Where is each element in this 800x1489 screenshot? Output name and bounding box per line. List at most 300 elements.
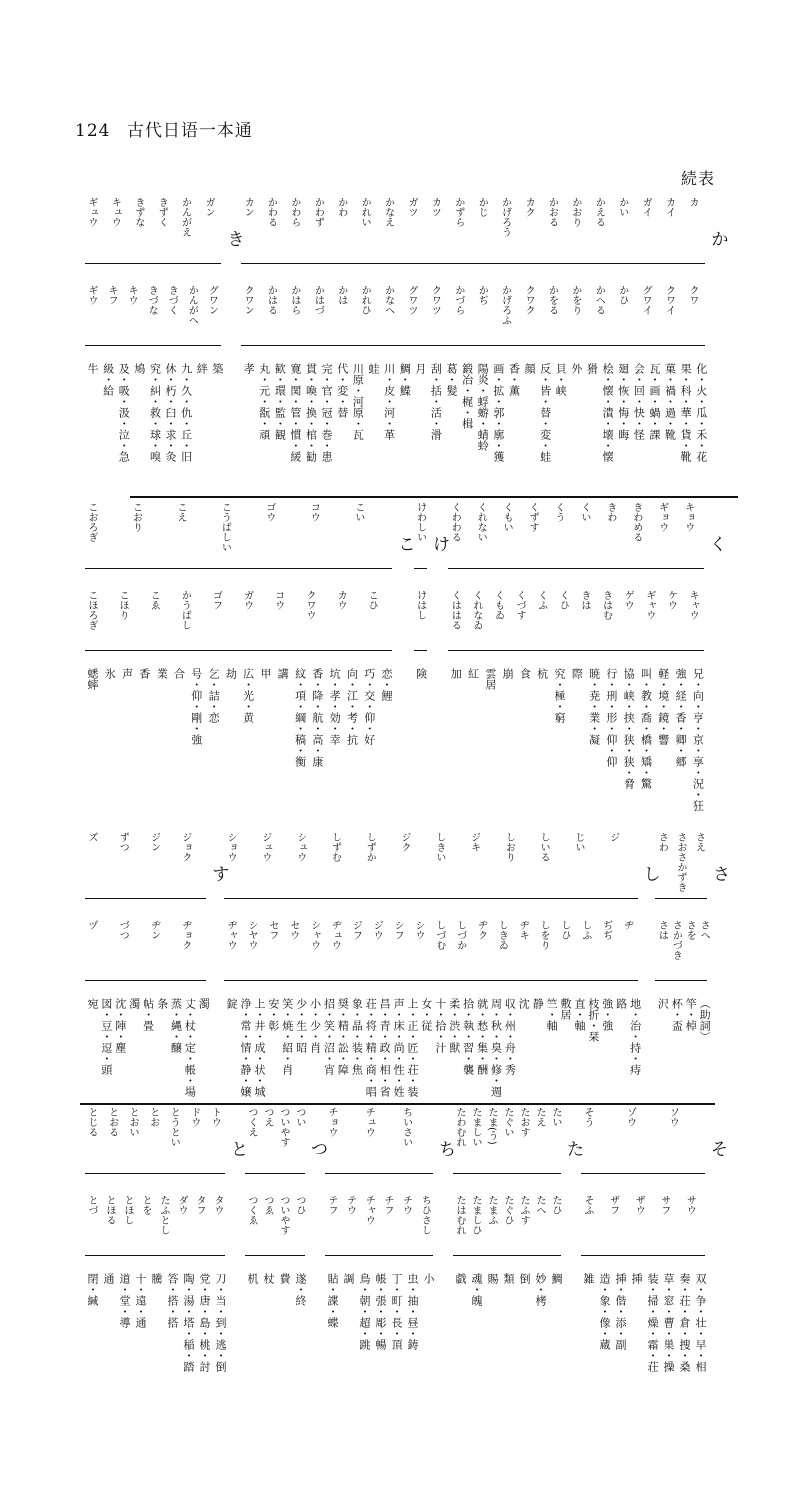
kanji-list-cell: 費 — [278, 1273, 291, 1284]
historical-kana-cell: サフ — [658, 1195, 670, 1215]
historical-kana-cell: とづ — [86, 1195, 97, 1215]
modern-kana-cell: きわめる — [630, 502, 642, 542]
kanji-list-cell: 月 — [413, 363, 427, 374]
section-rule — [325, 1255, 433, 1256]
historical-kana-cell: ヂン — [148, 920, 160, 940]
modern-kana-cell: ついやす — [278, 1107, 289, 1147]
kanji-list-cell: 刮・括・活・滑 — [429, 363, 443, 440]
historical-kana-cell: ジフ — [350, 920, 362, 940]
kanji-list-cell: 孝 — [242, 363, 256, 374]
modern-kana-cell: くわわる — [449, 502, 461, 542]
kanji-list-cell: 兄・向・亨・京・享・況・狂 — [691, 668, 705, 811]
modern-kana-cell: ジョク — [179, 832, 191, 862]
kanji-list-cell: 地・治・持・痔 — [628, 998, 642, 1075]
kanji-list-cell: 紋・項・綱・稿・衡 — [293, 668, 307, 767]
historical-kana-cell: しふ — [579, 920, 591, 940]
modern-kana-cell: しおり — [503, 832, 515, 862]
historical-kana-cell: ゲウ — [622, 590, 634, 610]
modern-kana-cell: じい — [572, 832, 584, 852]
kanji-list-cell: 声・床・尚・性・姓 — [392, 998, 406, 1097]
modern-kana-cell: かえる — [593, 197, 605, 227]
modern-kana-cell: ギョウ — [656, 502, 668, 532]
kanji-list-cell: 十・拾・汁 — [433, 998, 447, 1053]
kanji-list-cell: 協・峡・挟・狭・狭・脅 — [622, 668, 636, 789]
historical-kana-cell: ぢぢ — [600, 920, 612, 940]
historical-kana-cell: チウ — [400, 1195, 412, 1215]
kanji-list-cell: 収・州・舟・秀 — [503, 998, 517, 1075]
group-head: こ — [398, 535, 416, 555]
historical-kana-cell: たへ — [534, 1195, 545, 1215]
historical-kana-cell: ゴフ — [210, 590, 222, 610]
historical-kana-cell: かをる — [546, 285, 558, 315]
historical-kana-cell: ついやす — [278, 1195, 289, 1235]
kanji-list-cell: 妙・栲 — [534, 1273, 547, 1306]
kanji-list-cell: 上・正・匠・荘・装 — [406, 998, 419, 1097]
group-head: す — [212, 865, 230, 885]
modern-kana-cell: チョウ — [326, 1107, 337, 1137]
modern-kana-cell: ソウ — [667, 1107, 679, 1127]
historical-kana-cell: こひ — [366, 590, 378, 610]
kanji-list-cell: 川原・河原・瓦 — [351, 363, 365, 440]
historical-kana-cell: グワツ — [406, 285, 417, 315]
kanji-list-cell: 招・笑・沼・宵 — [322, 998, 336, 1075]
historical-kana-cell: かうばし — [179, 590, 191, 630]
section-rule — [85, 345, 221, 346]
modern-kana-cell: こおり — [130, 502, 142, 532]
kanji-list-cell: 小 — [422, 1273, 435, 1284]
historical-kana-cell: ヂュウ — [329, 920, 341, 950]
kanji-list-cell: 合 — [172, 668, 186, 679]
historical-kana-cell: くれなゐ — [470, 590, 482, 630]
kanji-list-cell: 柔・渋・獣 — [447, 998, 461, 1053]
kanji-list-cell: 級・給 — [101, 363, 115, 396]
modern-kana-cell: けわしい — [414, 502, 426, 542]
kanji-list-cell: 画・拡・郭・廓・獲 — [491, 363, 505, 462]
historical-kana-cell: ヂャウ — [225, 920, 237, 950]
kanji-list-cell: 路 — [614, 998, 628, 1009]
kanji-list-cell: 乞・詰・恋 — [207, 668, 221, 723]
historical-kana-cell: かんがへ — [186, 285, 198, 325]
section-rule — [655, 980, 707, 981]
section-rule — [85, 1255, 225, 1256]
historical-kana-cell: たぐひ — [502, 1195, 513, 1225]
kanji-list-cell: 坑・孝・効・幸 — [328, 668, 342, 745]
kanji-list-cell: 強・経・香・卿・郷 — [674, 668, 688, 767]
group-head: と — [231, 1140, 248, 1160]
modern-kana-cell: かわら — [288, 197, 300, 227]
modern-kana-cell: かい — [616, 197, 628, 217]
kanji-list-cell: 丈・杖・定・帳・場 — [183, 998, 197, 1097]
kanji-list-cell: 笑・焼・紹・肖 — [280, 998, 294, 1075]
modern-kana-cell: トウ — [209, 1107, 221, 1127]
historical-kana-cell: かはづ — [312, 285, 324, 315]
modern-kana-cell: たい — [550, 1107, 561, 1127]
historical-kana-cell: づつ — [117, 920, 129, 940]
modern-kana-cell: コウ — [308, 502, 320, 522]
historical-kana-cell: たまふ — [486, 1195, 497, 1225]
kanji-list-cell: 図・豆・逗・頭 — [99, 998, 113, 1075]
historical-kana-cell: ザフ — [607, 1195, 619, 1215]
modern-kana-cell: たぐい — [502, 1107, 513, 1137]
modern-kana-cell: ガン — [203, 197, 215, 217]
kanji-list-cell: 究・極・窮 — [553, 668, 567, 723]
group-head: た — [567, 1140, 584, 1160]
modern-kana-cell: カン — [242, 197, 254, 217]
historical-kana-cell: ヂク — [475, 920, 487, 940]
modern-kana-cell: きずな — [132, 197, 144, 227]
section-rule — [241, 263, 705, 264]
modern-kana-cell: かじ — [476, 197, 488, 217]
historical-kana-cell: くふ — [535, 590, 547, 610]
group-head: き — [227, 230, 245, 250]
modern-kana-cell: くう — [553, 502, 565, 522]
kanji-list-cell: 休・朽・臼・求・灸 — [164, 363, 178, 462]
group-head: ち — [439, 1140, 456, 1160]
kanji-list-cell: 虫・抽・昼・鋳 — [406, 1273, 419, 1350]
kanji-list-cell: 貫・喚・換・棺・勧 — [304, 363, 318, 462]
section-rule — [581, 1173, 705, 1174]
modern-kana-cell: とじる — [86, 1107, 97, 1137]
modern-kana-cell: ズ — [85, 832, 97, 842]
modern-kana-cell: しずか — [364, 832, 376, 862]
kanji-list-cell: 小・少・肖 — [308, 998, 322, 1053]
kanji-list-cell: 安・彰 — [266, 998, 280, 1031]
historical-kana-cell: しづか — [454, 920, 466, 950]
historical-kana-cell: かれひ — [359, 285, 371, 315]
historical-kana-cell: かづら — [452, 285, 464, 315]
kanji-list-cell: 外 — [569, 363, 583, 374]
group-head: く — [709, 535, 727, 555]
modern-kana-cell: きわ — [604, 502, 616, 522]
kanji-list-cell: 敷居 — [559, 998, 573, 1020]
modern-kana-cell: しいる — [538, 832, 550, 862]
section-rule — [245, 1173, 305, 1174]
modern-kana-cell: ショウ — [225, 832, 237, 862]
kanji-list-cell: 築 — [210, 363, 224, 374]
page-header — [75, 116, 253, 141]
kanji-list-cell: 宛 — [85, 998, 99, 1009]
modern-kana-cell: かわず — [312, 197, 324, 227]
historical-kana-cell: しをり — [538, 920, 550, 950]
historical-kana-cell: くづす — [514, 590, 526, 620]
kanji-list-cell: 濁 — [197, 998, 211, 1009]
kanji-list-cell: 号・仰・剛・強 — [189, 668, 203, 745]
kanji-list-cell: 鍛冶・梶・楫 — [460, 363, 474, 429]
kanji-list-cell: 廻・恢・悔・晦 — [616, 363, 630, 440]
historical-kana-cell: かはら — [288, 285, 300, 315]
kanji-list-cell: 帳・張・彫・暢 — [374, 1273, 387, 1350]
kanji-list-cell: 寛・関・管・慣・緩 — [288, 363, 302, 462]
kanji-list-cell: 静 — [531, 998, 545, 1009]
historical-kana-cell: たはむれ — [454, 1195, 465, 1235]
modern-kana-cell: さわ — [656, 832, 668, 852]
kanji-list-cell: 鳩 — [132, 363, 146, 374]
kanji-list-cell: 魂・魄 — [470, 1273, 483, 1306]
modern-kana-cell: とお — [147, 1107, 159, 1127]
modern-kana-cell: たわむれ — [454, 1107, 465, 1147]
section-rule — [85, 263, 221, 264]
section-rule — [414, 650, 427, 651]
section-rule — [224, 980, 637, 981]
kanji-list-cell: 果・科・華・貨・靴 — [679, 363, 693, 462]
kanji-list-cell: 向・江・考・抗 — [345, 668, 359, 745]
section-rule — [414, 568, 427, 569]
historical-kana-cell: クワウ — [303, 590, 315, 620]
kanji-list-cell: 挿・偕・添・副 — [614, 1273, 627, 1350]
kanji-list-cell: 双・争・壮・早・相 — [694, 1273, 707, 1372]
kanji-list-cell: 帖・畳 — [141, 998, 155, 1031]
kanji-list-cell: 答・搭・搭 — [166, 1273, 179, 1328]
historical-kana-cell: しづむ — [433, 920, 445, 950]
kanji-list-cell: 際 — [570, 668, 584, 679]
kanji-list-cell: 装・掃・燥・霜・荘 — [646, 1273, 659, 1372]
section-rule — [245, 1255, 305, 1256]
modern-kana-cell: しずむ — [329, 832, 341, 862]
kanji-list-cell: 紅 — [466, 668, 480, 679]
modern-kana-cell: カイ — [663, 197, 675, 217]
kanji-list-cell: 菓・禍・過・靴 — [663, 363, 677, 440]
group-head: か — [711, 230, 729, 250]
modern-kana-cell: くれない — [475, 502, 487, 542]
historical-kana-cell: セフ — [266, 920, 278, 940]
kanji-list-cell: 遂・終 — [294, 1273, 307, 1306]
kanji-list-cell: 香 — [137, 668, 151, 679]
kanji-list-cell: 巧・交・仰・好 — [362, 668, 376, 745]
kanji-list-cell: 賜 — [486, 1273, 499, 1284]
modern-kana-cell: しきい — [433, 832, 445, 862]
continued-table-label: 続表 — [681, 169, 716, 188]
kanji-list-cell: 杖 — [262, 1273, 275, 1284]
historical-kana-cell: ガウ — [241, 590, 253, 610]
kanji-list-cell: 錠 — [225, 998, 239, 1009]
section-rule — [241, 345, 705, 346]
kanji-list-cell: （助詞） — [698, 998, 712, 1042]
section-rule — [85, 650, 392, 651]
section-rule — [448, 650, 703, 651]
section-rule — [453, 1173, 561, 1174]
section-rule — [325, 1173, 433, 1174]
kanji-list-cell: 造・象・像・蔵 — [598, 1273, 611, 1350]
kanji-list-cell: 九・久・仇・丘・旧 — [179, 363, 193, 462]
kanji-list-cell: 陽炎・蜉蝣・蜻蛉 — [476, 363, 490, 451]
modern-kana-cell: ジ — [607, 832, 619, 842]
kanji-list-cell: 蛙 — [366, 363, 380, 374]
historical-kana-cell: つゑ — [262, 1195, 273, 1215]
historical-kana-cell: セウ — [287, 920, 299, 940]
modern-kana-cell: たましい — [470, 1107, 481, 1147]
kanji-list-cell: 沢 — [656, 998, 670, 1009]
kanji-list-cell: 拾・執・習・襲 — [461, 998, 475, 1075]
historical-kana-cell: こほろぎ — [86, 590, 97, 630]
kanji-list-cell: 丁・町・長・頂 — [390, 1273, 403, 1350]
modern-kana-cell: ガイ — [640, 197, 652, 217]
kanji-list-cell: 講 — [276, 668, 290, 679]
kanji-list-cell: 葛・髪 — [445, 363, 459, 396]
kanji-list-cell: 倒 — [518, 1273, 531, 1284]
kanji-list-cell: 竿・棹 — [684, 998, 698, 1031]
modern-kana-cell: きずく — [156, 197, 168, 227]
table-row — [85, 195, 729, 520]
historical-kana-cell: シャウ — [308, 920, 320, 950]
historical-kana-cell: きは — [578, 590, 590, 610]
kanji-list-cell: 調 — [342, 1273, 355, 1284]
kanji-list-cell: 荘・将・精・商・唱 — [364, 998, 378, 1097]
modern-kana-cell: カク — [523, 197, 535, 217]
historical-kana-cell: ギャウ — [643, 590, 655, 620]
modern-kana-cell: くずす — [527, 502, 539, 532]
historical-kana-cell: グワイ — [640, 285, 652, 315]
kanji-list-cell: 食 — [518, 668, 532, 679]
kanji-list-cell: 恋・鯉 — [380, 668, 394, 701]
modern-kana-cell: かずら — [452, 197, 464, 227]
historical-kana-cell: シフ — [392, 920, 404, 940]
kanji-list-cell: 鯛・鰈 — [398, 363, 412, 396]
kanji-list-cell: 類 — [502, 1273, 515, 1284]
historical-kana-cell: たましひ — [470, 1195, 481, 1235]
kanji-list-cell: 刀・当・到・逃・倒 — [214, 1273, 227, 1372]
historical-kana-cell: きづな — [146, 285, 158, 315]
kanji-list-cell: 草・窓・曹・巣・操 — [662, 1273, 675, 1372]
kanji-list-cell: 猾 — [585, 363, 599, 374]
modern-kana-cell: かおり — [569, 197, 581, 227]
page-number: 124 — [75, 121, 111, 141]
historical-kana-cell: クワツ — [429, 285, 441, 315]
modern-kana-cell: たおす — [518, 1107, 529, 1137]
historical-kana-cell: かぢ — [476, 285, 488, 305]
kanji-list-cell: 騰 — [150, 1273, 163, 1284]
section-rule — [85, 568, 392, 569]
historical-kana-cell: さを — [684, 920, 696, 940]
modern-kana-cell: ジュウ — [259, 832, 271, 862]
kanji-list-cell: 貝・峡 — [554, 363, 568, 396]
modern-kana-cell: くもい — [501, 502, 513, 532]
historical-kana-cell: とほし — [122, 1195, 133, 1225]
kanji-list-cell: 沈・陣・塵 — [113, 998, 127, 1053]
modern-kana-cell: つくえ — [246, 1107, 257, 1137]
kanji-list-cell: 化・火・瓜・禾・花 — [694, 363, 708, 462]
modern-kana-cell: ゴウ — [263, 502, 275, 522]
modern-kana-cell: キュウ — [109, 197, 121, 227]
historical-kana-cell: つひ — [294, 1195, 305, 1215]
kanji-list-cell: 挿 — [630, 1273, 643, 1284]
group-head: さ — [713, 865, 731, 885]
historical-kana-cell: ヅ — [85, 920, 97, 930]
historical-kana-cell: コウ — [272, 590, 284, 610]
historical-kana-cell: かげろふ — [499, 285, 511, 325]
kanji-list-cell: 奨・精・訟・障 — [336, 998, 350, 1075]
modern-kana-cell: たえ — [534, 1107, 545, 1127]
historical-kana-cell: さは — [656, 920, 668, 940]
historical-kana-cell: くもゐ — [492, 590, 504, 620]
section-rule — [655, 898, 707, 899]
kanji-list-cell: 瓦・画・蝸・課 — [647, 363, 661, 440]
section-rule — [448, 568, 703, 569]
kanji-list-cell: 党・唐・島・桃・討 — [198, 1273, 211, 1372]
modern-kana-cell: ジン — [148, 832, 160, 852]
modern-kana-cell: ゾウ — [624, 1107, 636, 1127]
historical-kana-cell: シウ — [412, 920, 424, 940]
historical-kana-cell: こゑ — [148, 590, 160, 610]
modern-kana-cell: ジク — [399, 832, 411, 852]
historical-kana-cell: ちひさし — [419, 1195, 431, 1235]
modern-kana-cell: ギュウ — [86, 197, 97, 227]
historical-kana-cell: たふとし — [158, 1195, 169, 1235]
historical-kana-cell: ケウ — [665, 590, 677, 610]
historical-kana-cell: サウ — [684, 1195, 696, 1215]
historical-kana-cell: キャウ — [687, 590, 699, 620]
group-head: し — [643, 865, 661, 885]
kanji-list-cell: 沈 — [517, 998, 531, 1009]
historical-kana-cell: チャウ — [363, 1195, 375, 1225]
kanji-list-cell: 加 — [449, 668, 463, 679]
kanji-list-cell: 川・皮・河・革 — [382, 363, 396, 440]
historical-kana-cell: ヂ — [621, 920, 633, 930]
historical-kana-cell: クワン — [242, 285, 254, 315]
kanji-list-cell: 氷 — [103, 668, 117, 679]
modern-kana-cell: こおろぎ — [86, 502, 97, 542]
book-title: 古代日语一本通 — [126, 121, 253, 141]
modern-kana-cell: とおる — [106, 1107, 118, 1137]
section-rule — [224, 898, 637, 899]
historical-kana-cell: タフ — [194, 1195, 205, 1215]
kanji-list-cell: 牛 — [86, 363, 99, 374]
kanji-list-cell: 軽・境・鏡・響 — [656, 668, 670, 745]
historical-kana-cell: キウ — [126, 285, 138, 305]
historical-kana-cell: しきゐ — [496, 920, 508, 950]
historical-kana-cell: かひ — [616, 285, 628, 305]
kanji-list-cell: 机 — [246, 1273, 259, 1284]
kanji-list-cell: 顔 — [523, 363, 537, 374]
modern-kana-cell: キョウ — [682, 502, 694, 532]
modern-kana-cell: かなえ — [382, 197, 394, 227]
kanji-list-cell: 就・愁・集・酬 — [475, 998, 489, 1075]
group-head: そ — [711, 1140, 728, 1160]
modern-kana-cell: たま(う) — [486, 1107, 497, 1145]
kanji-list-cell: 奏・荘・倉・捜・桑 — [678, 1273, 691, 1372]
modern-kana-cell: かれい — [359, 197, 371, 227]
historical-kana-cell: かをり — [569, 285, 581, 315]
kanji-list-cell: 周・秋・臭・修・週 — [489, 998, 503, 1097]
historical-kana-cell: そふ — [582, 1195, 593, 1215]
historical-kana-cell: しひ — [559, 920, 571, 940]
historical-kana-cell: こほり — [117, 590, 129, 620]
modern-kana-cell: かおる — [546, 197, 558, 227]
kanji-list-cell: 業 — [155, 668, 169, 679]
historical-kana-cell: ジウ — [371, 920, 383, 940]
kanji-list-cell: 女・従 — [419, 998, 433, 1031]
kanji-list-cell: 象・晶・装・焦 — [350, 998, 364, 1075]
kanji-list-cell: 枝折・栞 — [586, 998, 600, 1042]
modern-kana-cell: ジキ — [468, 832, 480, 852]
kanji-list-cell: 及・吸・汲・泣・急 — [117, 363, 131, 462]
historical-kana-cell: グワン — [206, 285, 218, 315]
modern-kana-cell: くい — [578, 502, 590, 522]
historical-kana-cell: カウ — [335, 590, 347, 610]
historical-kana-cell: とを — [140, 1195, 151, 1215]
modern-kana-cell: さえ — [693, 832, 705, 852]
historical-kana-cell: ザウ — [633, 1195, 645, 1215]
kanji-list-cell: 声 — [120, 668, 134, 679]
kanji-list-cell: 竺・軸 — [545, 998, 559, 1031]
kanji-list-cell: 貼・諜・蝶 — [326, 1273, 339, 1328]
modern-kana-cell: とおい — [127, 1107, 139, 1137]
historical-kana-cell: シヤウ — [246, 920, 257, 950]
kanji-list-cell: 丸・元・翫・頑 — [257, 363, 271, 440]
kanji-list-cell: 条 — [155, 998, 169, 1009]
historical-kana-cell: テウ — [344, 1195, 356, 1215]
group-head: け — [432, 535, 450, 555]
modern-kana-cell: つい — [294, 1107, 305, 1127]
